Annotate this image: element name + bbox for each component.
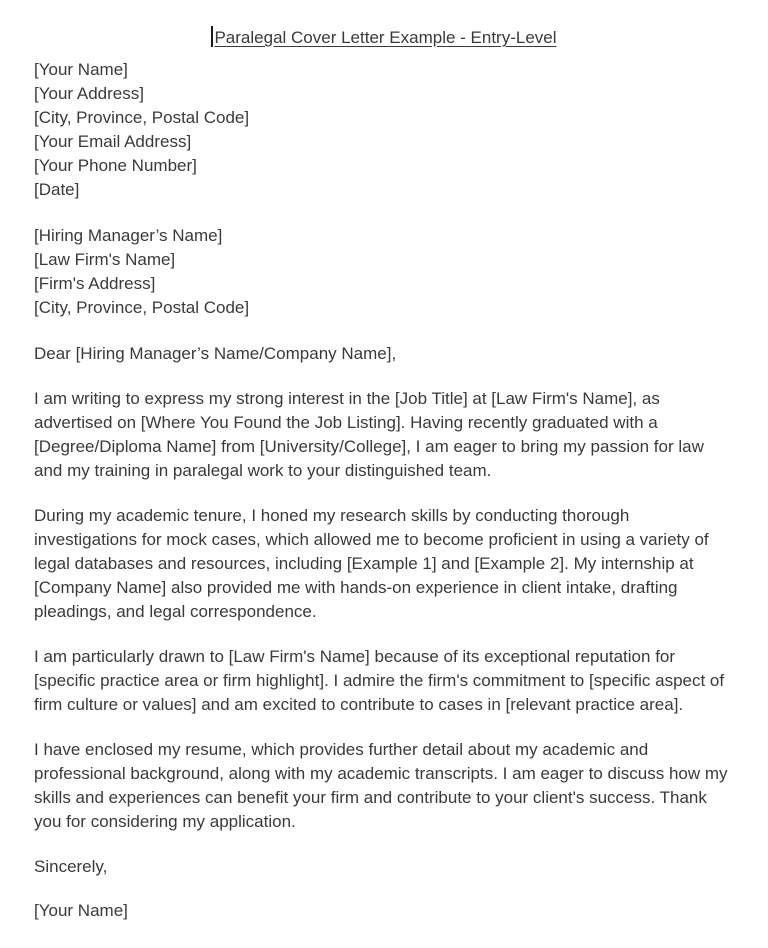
paragraph-enclosure: I have enclosed my resume, which provides further detail about my academic and professional background, along with my academic transcripts. I am eager to discuss how my skills and experiences can benefit your firm and contribute to your client's success. Thank you for considering my application.	[34, 740, 728, 831]
closing-line: Sincerely,	[34, 857, 108, 876]
sender-line-date: [Date]	[34, 180, 80, 199]
sender-block	[34, 58, 734, 202]
salutation: Dear [Hiring Manager’s Name/Company Name],	[34, 344, 397, 363]
recipient-line-city: [City, Province, Postal Code]	[34, 298, 250, 317]
recipient-line-firm-address: [Firm's Address]	[34, 274, 156, 293]
sender-line-name: [Your Name]	[34, 60, 128, 79]
signature-line: [Your Name]	[34, 901, 128, 920]
sender-line-city: [City, Province, Postal Code]	[34, 108, 250, 127]
paragraph-firm-interest: I am particularly drawn to [Law Firm's Name] because of its exceptional reputation for [specific practice area or firm highlight]. I admire the firm's commitment to [specific aspect of firm culture or values] and am excited to contribute to cases in [relevant practice area].	[34, 647, 725, 714]
recipient-line-manager: [Hiring Manager’s Name]	[34, 226, 223, 245]
sender-line-email: [Your Email Address]	[34, 132, 192, 151]
document-title-text: Paralegal Cover Letter Example - Entry-Level	[214, 28, 557, 47]
sender-line-address: [Your Address]	[34, 84, 144, 103]
recipient-block	[34, 224, 734, 320]
paragraph-intro: I am writing to express my strong interest in the [Job Title] at [Law Firm's Name], as advertised on [Where You Found the Job Listing]. Having recently graduated with a [Degree/Diploma Name] from [University/College], I am eager to bring my passion for law and my training in paralegal work to your distinguished team.	[34, 389, 704, 480]
document-title	[34, 26, 734, 50]
sender-line-phone: [Your Phone Number]	[34, 156, 197, 175]
recipient-line-firm: [Law Firm's Name]	[34, 250, 176, 269]
paragraph-academic: During my academic tenure, I honed my research skills by conducting thorough investigations for mock cases, which allowed me to become proficient in using a variety of legal databases and resources, including [Example 1] and [Example 2]. My internship at [Company Name] also provided me with hands-on experience in client intake, drafting pleadings, and legal correspondence.	[34, 506, 709, 621]
